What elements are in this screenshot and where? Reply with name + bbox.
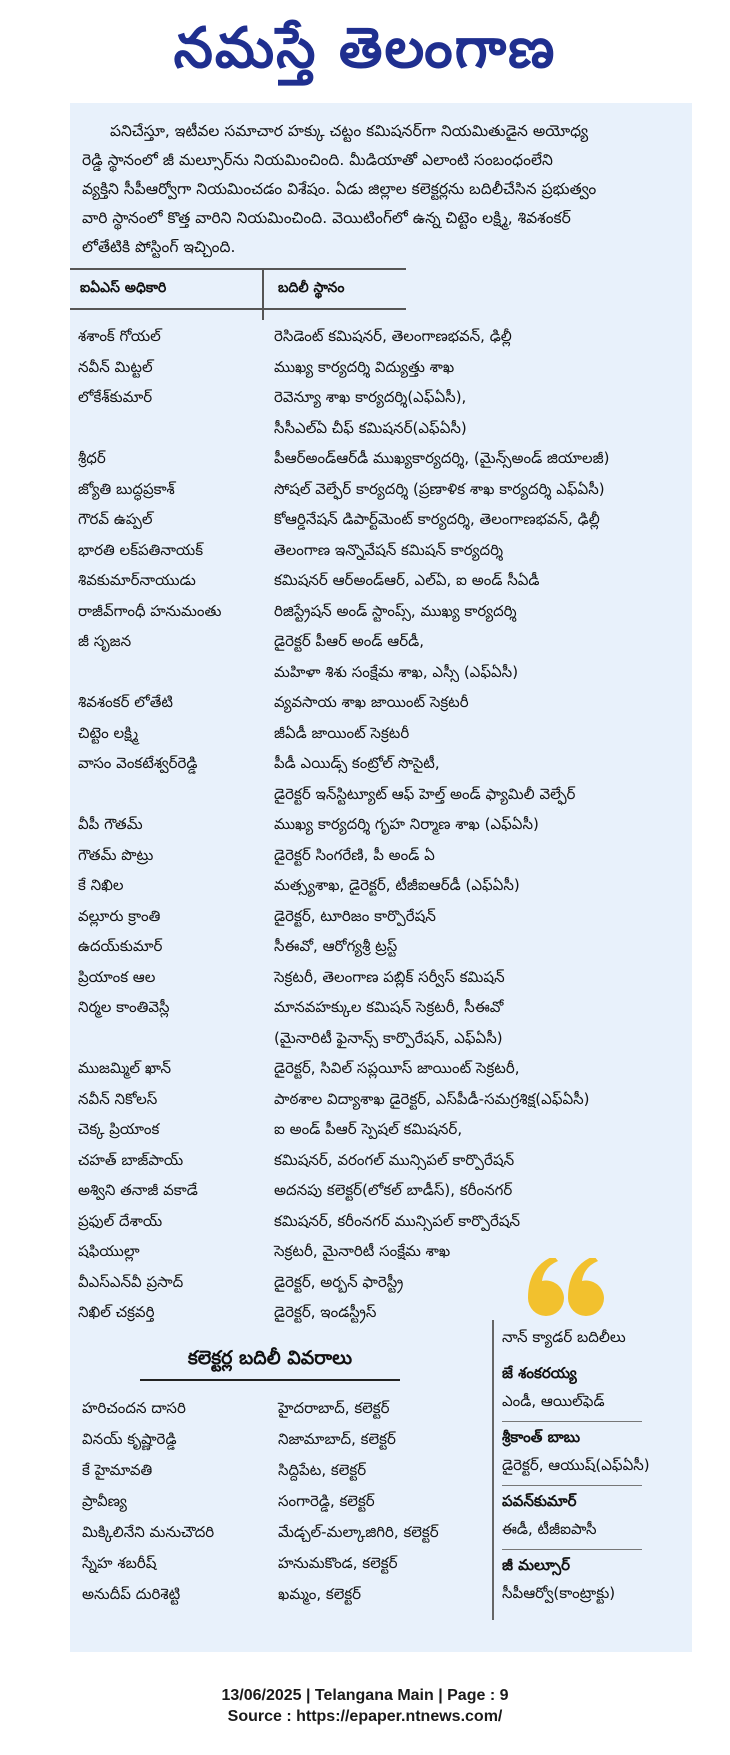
table-row xyxy=(78,687,688,718)
collector-name: వినయ్ కృష్ణారెడ్డి xyxy=(82,1430,177,1448)
sidebar-item xyxy=(502,1556,682,1606)
officer-name: షఫియుల్లా xyxy=(78,1242,140,1260)
posting-line: డైరెక్టర్, టూరిజం కార్పొరేషన్ xyxy=(274,906,436,925)
table-row xyxy=(78,718,688,749)
posting-line: కమిషనర్, కరీంనగర్ మున్సిపల్ కార్పొరేషన్ xyxy=(274,1211,521,1230)
posting-line: రిజిస్ట్రేషన్ అండ్ స్టాంప్స్, ముఖ్య కార్యదర్శి xyxy=(274,601,517,620)
table-row xyxy=(78,382,688,443)
officer-name: శివశంకర్ లోతేటి xyxy=(78,693,173,711)
officer-posting xyxy=(274,1236,688,1267)
officer-name: ప్రియాంక ఆల xyxy=(78,967,156,986)
intro-line: పనిచేస్తూ, ఇటీవల సమాచార హక్కు చట్టం కమిషనర్‌గా నియమితుడైన అయోధ్య xyxy=(110,122,589,140)
officer-posting xyxy=(274,321,688,352)
posting-line: పాఠశాల విద్యాశాఖ డైరెక్టర్, ఎస్‌పీడీ-సమగ్రశిక్ష(ఎఫ్ఏసీ) xyxy=(274,1089,590,1108)
officer-posting xyxy=(274,962,688,993)
officer-name: వాసం వెంకటేశ్వర్‌రెడ్డి xyxy=(78,754,198,772)
collector-row xyxy=(82,1393,502,1424)
officer-name: గౌతమ్ పొట్రు xyxy=(78,845,154,864)
collector-row xyxy=(82,1486,502,1517)
table-row xyxy=(78,626,688,687)
quote-mark-right xyxy=(568,1258,604,1316)
transfer-table xyxy=(78,321,688,1328)
posting-line: సెక్రటరీ, మైనారిటీ సంక్షేమ శాఖ xyxy=(274,1242,451,1260)
posting-line: మహిళా శిశు సంక్షేమ శాఖ, ఎస్సీ (ఎఫ్ఏసీ) xyxy=(274,662,519,681)
table-row xyxy=(78,1053,688,1084)
collector-row xyxy=(82,1579,502,1610)
table-row xyxy=(78,504,688,535)
table-row xyxy=(78,1206,688,1237)
intro-line: వారి స్థానంలో కొత్త వారిని నియమించింది. వెయిటింగ్‌లో ఉన్న చిట్టెం లక్ష్మి, శివశంకర్ xyxy=(82,209,571,227)
officer-posting xyxy=(274,352,688,383)
officer-posting xyxy=(274,748,688,809)
posting-line: జీఏడీ జాయింట్ సెక్రటరీ xyxy=(274,723,410,742)
posting-line: డైరెక్టర్ పీఆర్ అండ్ ఆర్‌డీ, xyxy=(274,632,424,650)
posting-line: సీఈవో, ఆరోగ్యశ్రీ ట్రస్ట్ xyxy=(274,937,398,955)
intro-line: లోతేటికి పోస్టింగ్ ఇచ్చింది. xyxy=(82,238,236,256)
officer-name: శశాంక్ గోయల్ xyxy=(78,327,161,345)
header-rule-top xyxy=(70,268,406,270)
sidebar-item-name: జీ మల్సూర్ xyxy=(502,1556,570,1574)
sidebar-item-post: సీపీఆర్వో(కాంట్రాక్టు) xyxy=(502,1584,616,1602)
table-row xyxy=(78,870,688,901)
quote-mark-left xyxy=(528,1258,564,1316)
collector-row xyxy=(82,1424,502,1455)
posting-line: డైరెక్టర్, సివిల్ సప్లయీస్ జాయింట్ సెక్రటరీ, xyxy=(274,1059,520,1077)
officer-posting xyxy=(274,840,688,871)
officer-posting xyxy=(274,687,688,718)
sidebar-separator xyxy=(502,1421,642,1422)
posting-line: పీడీ ఎయిడ్స్ కంట్రోల్ సొసైటీ, xyxy=(274,754,440,772)
collector-row xyxy=(82,1548,502,1579)
posting-line: కమిషనర్, వరంగల్ మున్సిపల్ కార్పొరేషన్ xyxy=(274,1150,515,1169)
collectors-heading-text: కలెక్టర్ల బదిలీ వివరాలు xyxy=(187,1347,353,1369)
posting-line: సెక్రటరీ, తెలంగాణ పబ్లిక్ సర్వీస్ కమిషన్ xyxy=(274,967,505,986)
officer-name: జ్యోతి బుద్ధప్రకాశ్ xyxy=(78,479,175,498)
officer-posting xyxy=(274,809,688,840)
table-row xyxy=(78,535,688,566)
posting-line: వ్యవసాయ శాఖ జాయింట్ సెక్రటరీ xyxy=(274,693,469,711)
posting-line: డైరెక్టర్ సింగరేణి, పీ అండ్ ఏ xyxy=(274,845,435,864)
collector-district: హైదరాబాద్, కలెక్టర్ xyxy=(278,1399,390,1417)
table-row xyxy=(78,840,688,871)
quote-icon xyxy=(520,1258,610,1322)
table-row xyxy=(78,992,688,1053)
officer-posting xyxy=(274,474,688,505)
sidebar-item-name: జే శంకరయ్య xyxy=(502,1364,577,1382)
officer-posting xyxy=(274,382,688,443)
officer-posting xyxy=(274,992,688,1053)
officer-name: నవీన్ నికోలస్ xyxy=(78,1089,158,1108)
officer-posting xyxy=(274,901,688,932)
posting-line: రెసిడెంట్ కమిషనర్, తెలంగాణభవన్, ఢిల్లీ xyxy=(274,327,512,345)
table-row xyxy=(78,1175,688,1206)
officer-posting xyxy=(274,626,688,687)
header-officer: ఐఏఎస్ అధికారి xyxy=(80,280,167,296)
collectors-heading xyxy=(140,1347,400,1374)
collectors-table xyxy=(82,1393,502,1610)
collector-name: అనుదీప్ దురిశెట్టి xyxy=(82,1585,181,1603)
officer-posting xyxy=(274,565,688,596)
footer-date-line: 13/06/2025 | Telangana Main | Page : 9 xyxy=(221,1687,509,1704)
officer-posting xyxy=(274,931,688,962)
posting-line: రెవెన్యూ శాఖ కార్యదర్శి(ఎఫ్ఏసీ), xyxy=(274,388,467,406)
officer-posting xyxy=(274,443,688,474)
officer-name: నిర్మల కాంతివెస్లీ xyxy=(78,998,170,1016)
table-row xyxy=(78,352,688,383)
footer-source-line: Source : https://epaper.ntnews.com/ xyxy=(227,1708,503,1725)
officer-name: వీపీ గౌతమ్ xyxy=(78,815,143,833)
sidebar-title: నాన్ క్యాడర్ బదిలీలు xyxy=(502,1328,626,1346)
collectors-heading-underline xyxy=(140,1379,400,1381)
officer-name: శ్రీధర్ xyxy=(78,449,106,467)
posting-line: డైరెక్టర్, అర్బన్ ఫారెస్ట్రీ xyxy=(274,1272,404,1291)
officer-posting xyxy=(274,1084,688,1115)
table-row xyxy=(78,443,688,474)
sidebar-item-post: ఎండీ, ఆయిల్‌ఫెడ్ xyxy=(502,1392,605,1410)
sidebar-separator xyxy=(502,1485,642,1486)
header-divider xyxy=(262,268,264,320)
table-row xyxy=(78,809,688,840)
table-row xyxy=(78,474,688,505)
officer-posting xyxy=(274,870,688,901)
posting-line: కమిషనర్ ఆర్‌అండ్‌ఆర్, ఎల్ఏ, ఐ అండ్ సీఏడీ xyxy=(274,571,540,589)
officer-name: ఉదయ్‌కుమార్ xyxy=(78,937,163,955)
officer-name: చహత్ బాజ్‌పాయ్ xyxy=(78,1150,184,1169)
sidebar-item-post: డైరెక్టర్, ఆయుష్(ఎఫ్ఏసీ) xyxy=(502,1456,650,1474)
page-footer xyxy=(0,1685,730,1727)
officer-posting xyxy=(274,1206,688,1237)
posting-line: మత్స్యశాఖ, డైరెక్టర్, టీజీఐఆర్‌డీ (ఎఫ్ఏసీ) xyxy=(274,876,520,894)
officer-name: రాజీవ్‌గాంధీ హనుమంతు xyxy=(78,601,222,620)
officer-posting xyxy=(274,1053,688,1084)
sidebar-item-post: ఈడీ, టీజీఐపాసీ xyxy=(502,1520,597,1538)
collector-district: సంగారెడ్డి, కలెక్టర్ xyxy=(278,1492,375,1510)
sidebar-item xyxy=(502,1364,682,1414)
posting-line: సోషల్ వెల్ఫేర్ కార్యదర్శి (ప్రణాళిక శాఖ కార్యదర్శి ఎఫ్ఏసీ) xyxy=(274,479,605,498)
collector-name: హరిచందన దాసరి xyxy=(82,1399,186,1417)
posting-line: అదనపు కలెక్టర్(లోకల్ బాడీస్), కరీంనగర్ xyxy=(274,1181,513,1199)
officer-posting xyxy=(274,1267,688,1298)
table-row xyxy=(78,901,688,932)
posting-line: ముఖ్య కార్యదర్శి విద్యుత్తు శాఖ xyxy=(274,357,455,376)
officer-name: నవీన్ మిట్టల్ xyxy=(78,357,153,376)
intro-line: రెడ్డి స్థానంలో జీ మల్సూర్‌ను నియమించింది. మీడియాతో ఎలాంటి సంబంధంలేని xyxy=(82,151,553,169)
collector-name: కే హైమావతి xyxy=(82,1461,153,1479)
non-cadre-sidebar xyxy=(492,1320,688,1620)
intro-line: వ్యక్తిని సీపీఆర్వోగా నియమించడం విశేషం. ఏడు జిల్లాల కలెక్టర్లను బదిలీచేసిన ప్రభుత్వం xyxy=(82,180,597,198)
officer-posting xyxy=(274,1145,688,1176)
officer-posting xyxy=(274,535,688,566)
table-header xyxy=(70,268,406,310)
masthead-logo: నమస్తే తెలంగాణ xyxy=(173,15,557,81)
intro-paragraph xyxy=(82,117,680,262)
collector-district: హనుమకొండ, కలెక్టర్ xyxy=(278,1554,398,1572)
table-row xyxy=(78,962,688,993)
posting-line: సీసీఎల్ఏ చీఫ్ కమిషనర్(ఎఫ్ఏసీ) xyxy=(274,418,467,437)
officer-name: అశ్విని తనాజీ వకాడే xyxy=(78,1181,198,1199)
officer-name: జీ సృజన xyxy=(78,632,132,650)
officer-name: లోకేశ్‌కుమార్ xyxy=(78,388,153,406)
table-row xyxy=(78,748,688,809)
posting-line: (మైనారిటీ ఫైనాన్స్ కార్పొరేషన్, ఎఫ్ఏసీ) xyxy=(274,1028,503,1047)
sidebar-item-name: శ్రీకాంత్ బాబు xyxy=(502,1428,581,1446)
officer-name: శివకుమార్‌నాయుడు xyxy=(78,571,196,589)
sidebar-item xyxy=(502,1428,682,1478)
table-row xyxy=(78,596,688,627)
officer-name: ముజమ్మిల్ ఖాన్ xyxy=(78,1059,171,1077)
officer-name: కే నిఖిల xyxy=(78,876,124,894)
sidebar-separator xyxy=(502,1549,642,1550)
officer-name: ప్రఫుల్ దేశాయ్ xyxy=(78,1211,163,1230)
posting-line: ఐ అండ్ పీఆర్ స్పెషల్ కమిషనర్, xyxy=(274,1120,463,1138)
officer-name: వీఎస్ఎన్‌వీ ప్రసాద్ xyxy=(78,1272,184,1291)
collector-district: ఖమ్మం, కలెక్టర్ xyxy=(278,1585,362,1603)
posting-line: పీఆర్‌అండ్‌ఆర్‌డీ ముఖ్యకార్యదర్శి, (మైన్స్‌అండ్ జియాలజీ) xyxy=(274,449,610,467)
posting-line: కోఆర్డినేషన్ డిపార్ట్‌మెంట్ కార్యదర్శి, తెలంగాణభవన్, ఢిల్లీ xyxy=(274,510,600,528)
officer-posting xyxy=(274,1175,688,1206)
officer-name: నిఖిల్ చక్రవర్తి xyxy=(78,1303,155,1321)
posting-line: డైరెక్టర్ ఇన్‌స్టిట్యూట్ ఆఫ్ హెల్త్ అండ్ ఫ్యామిలీ వెల్ఫేర్ xyxy=(274,784,576,803)
collector-row xyxy=(82,1517,502,1548)
officer-name: చెక్క ప్రియాంక xyxy=(78,1120,160,1138)
posting-line: డైరెక్టర్, ఇండస్ట్రీస్ xyxy=(274,1303,377,1321)
sidebar-item-name: పవన్‌కుమార్ xyxy=(502,1492,577,1510)
table-row xyxy=(78,1084,688,1115)
collector-district: నిజామాబాద్, కలెక్టర్ xyxy=(278,1430,396,1448)
officer-name: చిట్టెం లక్ష్మి xyxy=(78,723,139,742)
table-row xyxy=(78,931,688,962)
posting-line: తెలంగాణ ఇన్నొవేషన్ కమిషన్ కార్యదర్శి xyxy=(274,540,504,559)
header-posting: బదిలీ స్థానం xyxy=(278,280,345,296)
officer-posting xyxy=(274,596,688,627)
posting-line: ముఖ్య కార్యదర్శి గృహ నిర్మాణ శాఖ (ఎఫ్ఏసీ) xyxy=(274,815,539,833)
officer-posting xyxy=(274,718,688,749)
officer-name: భారతి లక్‌పతినాయక్ xyxy=(78,540,204,559)
collector-row xyxy=(82,1455,502,1486)
collector-district: మేడ్చల్-మల్కాజిగిరి, కలెక్టర్ xyxy=(278,1523,439,1541)
sidebar-item xyxy=(502,1492,682,1542)
officer-name: గౌరవ్ ఉప్పల్ xyxy=(78,510,153,528)
table-row xyxy=(78,1114,688,1145)
posting-line: మానవహక్కుల కమిషన్ సెక్రటరీ, సీఈవో xyxy=(274,998,504,1016)
officer-posting xyxy=(274,1114,688,1145)
table-row xyxy=(78,565,688,596)
officer-name: వల్లూరు క్రాంతి xyxy=(78,906,161,925)
collector-name: ప్రావీణ్య xyxy=(82,1492,127,1510)
header-rule-bottom xyxy=(70,308,406,310)
table-row xyxy=(78,1145,688,1176)
collector-name: మిక్కిలినేని మనుచౌదరి xyxy=(82,1523,215,1541)
table-row xyxy=(78,321,688,352)
collector-name: స్నేహ శబరీష్ xyxy=(82,1554,157,1572)
officer-posting xyxy=(274,504,688,535)
sidebar-divider xyxy=(492,1320,494,1620)
collector-district: సిద్దిపేట, కలెక్టర్ xyxy=(278,1461,367,1479)
